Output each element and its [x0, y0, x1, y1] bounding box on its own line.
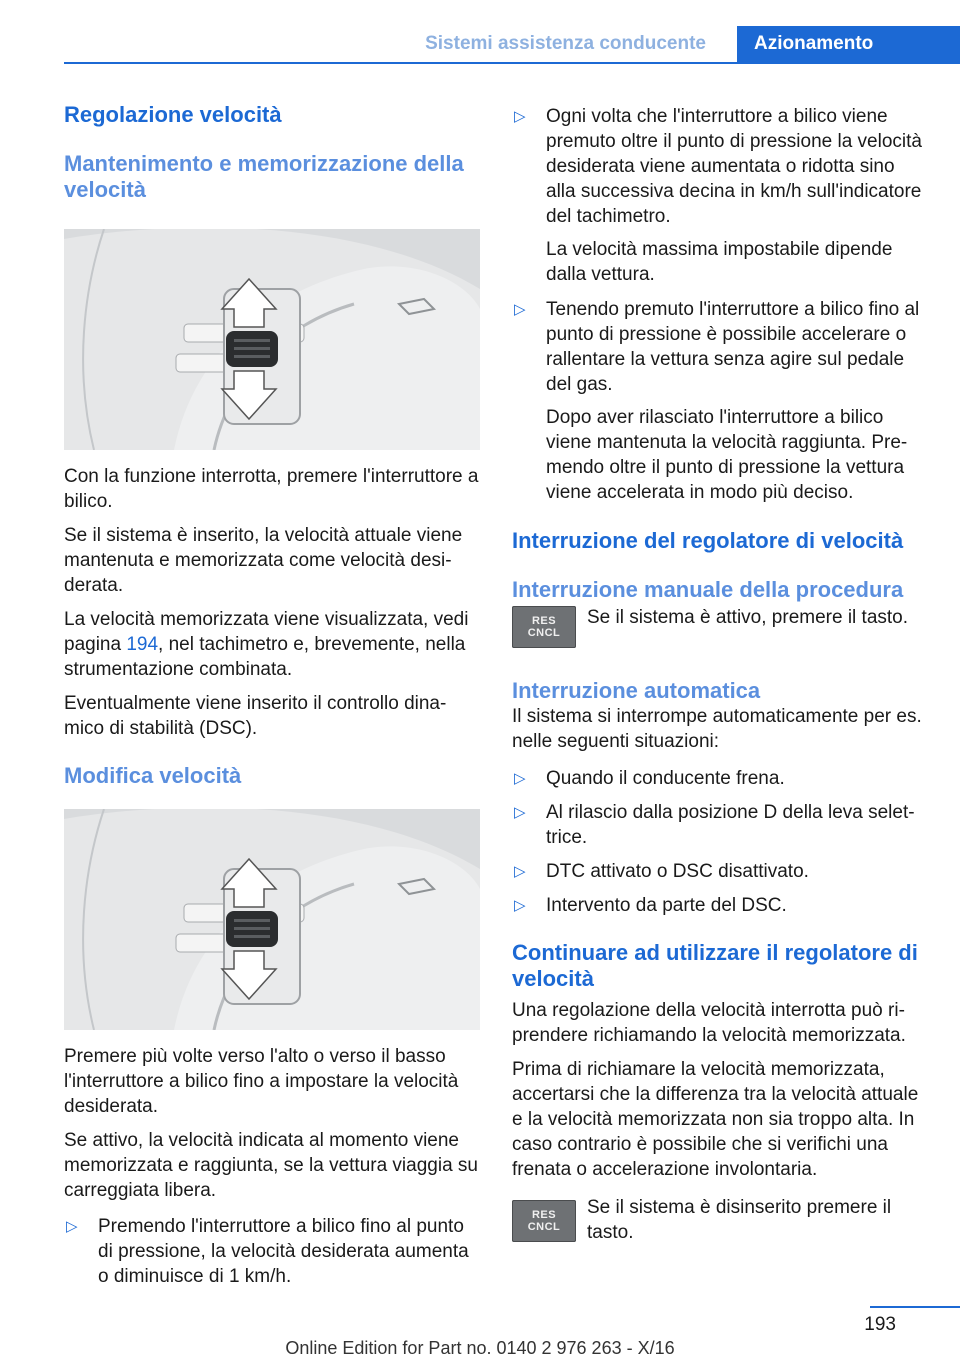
subheading-maintain: Mantenimento e memorizzazione della velocità [64, 151, 464, 202]
paragraph: Eventualmente viene inserito il controllo dinamico di stabilità (DSC). [64, 693, 447, 739]
list-item-subtext: Dopo aver rilasciato l'interruttore a bilico viene mantenuta la velocità raggiunta. Premendo oltre il punto di pressione la vettura viene accelerata in modo più deciso. [546, 407, 908, 503]
paragraph: Il sistema si interrompe automaticamente per es. nelle seguenti situazioni: [512, 706, 922, 752]
running-header-chapter: Azionamento [737, 26, 960, 62]
triangle-bullet-icon: ▷ [514, 863, 526, 880]
list-item-text: Al rilascio dalla posizione D della leva selettrice. [546, 802, 915, 848]
res-cncl-button-icon [512, 1200, 576, 1242]
steering-wheel-figure-2 [64, 809, 480, 1030]
res-cncl-row [512, 605, 928, 648]
list-item-subtext: La velocità massima impostabile dipende dalla vettura. [546, 239, 893, 285]
text: La velocità memorizzata viene visualizzata, vedi pagina [64, 609, 469, 655]
list-item [512, 859, 928, 884]
paragraph: Se il sistema è attivo, premere il tasto. [587, 607, 909, 628]
list-item [512, 893, 928, 918]
section-heading: Regolazione velocità [64, 102, 282, 127]
text: , nel tachimetro e, brevemente, nella strumentazione combinata. [64, 634, 466, 680]
edition-note: Online Edition for Part no. 0140 2 976 263 - X/16 [285, 1338, 675, 1358]
section-heading-interrupt: Interruzione del regolatore di velocità [512, 528, 904, 553]
subheading-manual: Interruzione manuale della procedura [512, 577, 904, 602]
triangle-bullet-icon: ▷ [514, 897, 526, 914]
triangle-bullet-icon: ▷ [514, 770, 526, 787]
list-item-text: Ogni volta che l'interruttore a bilico viene premuto oltre il punto di pressione la velocità desiderata viene aumentata o ridotta sino alla successiva decina in km/h sull'indicatore del tachimetro. [546, 106, 922, 227]
steering-wheel-figure-1 [64, 229, 480, 450]
list-item-text: Tenendo premuto l'interruttore a bilico fino al punto di pressione è possibile accelerare o rallentare la vettura senza agire sul pedale del gas. [546, 299, 920, 395]
bullet-list-auto [512, 766, 928, 918]
paragraph: Se attivo, la velocità indicata al momento viene memorizzata e raggiunta, se la vettura viaggia su carreggiata libera. [64, 1130, 478, 1201]
list-item [512, 766, 928, 791]
bullet-list [64, 1214, 480, 1289]
list-item-text: DTC attivato o DSC disattivato. [546, 861, 809, 882]
paragraph: Premere più volte verso l'alto o verso il basso l'interruttore a bilico fino a impostare la velocità desiderata. [64, 1046, 459, 1117]
res-label: RES [531, 615, 557, 627]
triangle-bullet-icon: ▷ [66, 1218, 78, 1235]
triangle-bullet-icon: ▷ [514, 301, 526, 318]
footer-rule [870, 1306, 960, 1308]
running-header-section: Sistemi assistenza conducente [425, 33, 706, 54]
subheading-change-speed: Modifica velocità [64, 763, 242, 788]
paragraph: Prima di richiamare la velocità memorizzata, accertarsi che la differenza tra la velocità attuale e la velocità memorizzata non sia troppo alta. In caso contrario è possibile che si verifichi una frenata o accelerazione involontaria. [512, 1059, 919, 1180]
list-item [64, 1214, 480, 1289]
bullet-list [512, 297, 928, 397]
res-cncl-row [512, 1195, 928, 1245]
paragraph [64, 607, 480, 682]
left-column [64, 102, 480, 1289]
triangle-bullet-icon: ▷ [514, 804, 526, 821]
list-item [512, 800, 928, 850]
triangle-bullet-icon: ▷ [514, 108, 526, 125]
paragraph: Con la funzione interrotta, premere l'interruttore a bilico. [64, 466, 479, 512]
right-column [512, 104, 928, 1245]
res-cncl-button-icon [512, 606, 576, 648]
paragraph: Una regolazione della velocità interrotta può riprendere richiamando la velocità memorizzata. [512, 1000, 906, 1046]
list-item [512, 104, 928, 229]
page-number: 193 [864, 1314, 896, 1335]
res-label: RES [531, 1209, 557, 1221]
section-heading-continue: Continuare ad utilizzare il regolatore di velocità [512, 940, 918, 991]
page-link[interactable]: 194 [126, 634, 159, 655]
cncl-label: CNCL [527, 627, 561, 639]
list-item-text: Quando il conducente frena. [546, 768, 785, 789]
paragraph: Se il sistema è disinserito premere il tasto. [587, 1197, 892, 1243]
header-rule [64, 62, 960, 64]
cncl-label: CNCL [527, 1221, 561, 1233]
list-item-text: Intervento da parte del DSC. [546, 895, 787, 916]
bullet-list [512, 104, 928, 229]
list-item [512, 297, 928, 397]
subheading-auto: Interruzione automatica [512, 678, 761, 703]
paragraph: Se il sistema è inserito, la velocità attuale viene mantenuta e memorizzata come velocità desiderata. [64, 525, 463, 596]
list-item-text: Premendo l'interruttore a bilico fino al punto di pressione, la velocità desiderata aumenta o diminuisce di 1 km/h. [98, 1216, 469, 1287]
